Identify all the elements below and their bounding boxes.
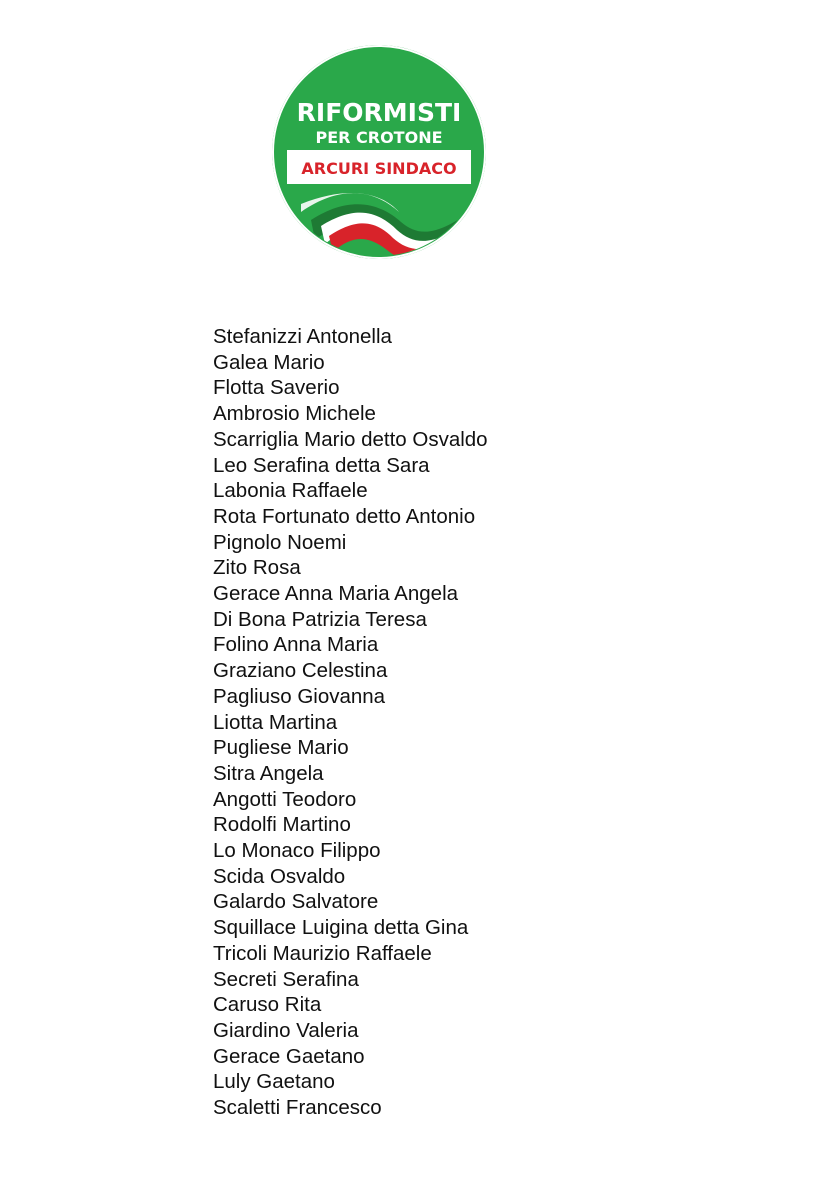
candidate-list xyxy=(213,324,488,1121)
candidate-name: Flotta Saverio xyxy=(213,376,340,400)
candidate-name: Pugliese Mario xyxy=(213,736,349,760)
logo-line2: PER CROTONE xyxy=(315,128,443,147)
candidate-name: Graziano Celestina xyxy=(213,659,388,683)
candidate-name: Gerace Gaetano xyxy=(213,1044,365,1068)
candidate-name: Di Bona Patrizia Teresa xyxy=(213,607,427,631)
candidate-name: Galea Mario xyxy=(213,350,325,374)
candidate-name: Scarriglia Mario detto Osvaldo xyxy=(213,427,488,451)
candidate-name: Zito Rosa xyxy=(213,556,301,580)
candidate-name: Squillace Luigina detta Gina xyxy=(213,916,469,940)
candidate-name: Folino Anna Maria xyxy=(213,633,379,657)
candidate-name: Pignolo Noemi xyxy=(213,530,347,554)
candidate-name: Scaletti Francesco xyxy=(213,1096,382,1120)
candidate-name: Ambrosio Michele xyxy=(213,402,376,426)
candidate-name: Liotta Martina xyxy=(213,710,338,734)
party-logo xyxy=(271,44,487,260)
candidate-name: Rota Fortunato detto Antonio xyxy=(213,504,476,528)
candidate-name: Labonia Raffaele xyxy=(213,479,368,503)
candidate-name: Scida Osvaldo xyxy=(213,864,346,888)
candidate-name: Galardo Salvatore xyxy=(213,890,379,914)
candidate-name: Secreti Serafina xyxy=(213,967,359,991)
candidate-name: Lo Monaco Filippo xyxy=(213,839,381,863)
candidate-name: Gerace Anna Maria Angela xyxy=(213,582,459,606)
candidate-name: Pagliuso Giovanna xyxy=(213,684,386,708)
candidate-name: Sitra Angela xyxy=(213,761,324,785)
candidate-name: Luly Gaetano xyxy=(213,1070,335,1094)
candidate-name: Rodolfi Martino xyxy=(213,813,351,837)
candidate-name: Caruso Rita xyxy=(213,993,322,1017)
logo-line1: RIFORMISTI xyxy=(296,98,462,127)
candidate-name: Giardino Valeria xyxy=(213,1018,359,1042)
party-logo-emblem xyxy=(271,44,487,260)
logo-line3: ARCURI SINDACO xyxy=(301,159,457,178)
candidate-name: Stefanizzi Antonella xyxy=(213,325,392,348)
candidate-name: Angotti Teodoro xyxy=(213,787,357,811)
candidate-name: Tricoli Maurizio Raffaele xyxy=(213,941,432,965)
candidate-name: Leo Serafina detta Sara xyxy=(213,453,430,477)
